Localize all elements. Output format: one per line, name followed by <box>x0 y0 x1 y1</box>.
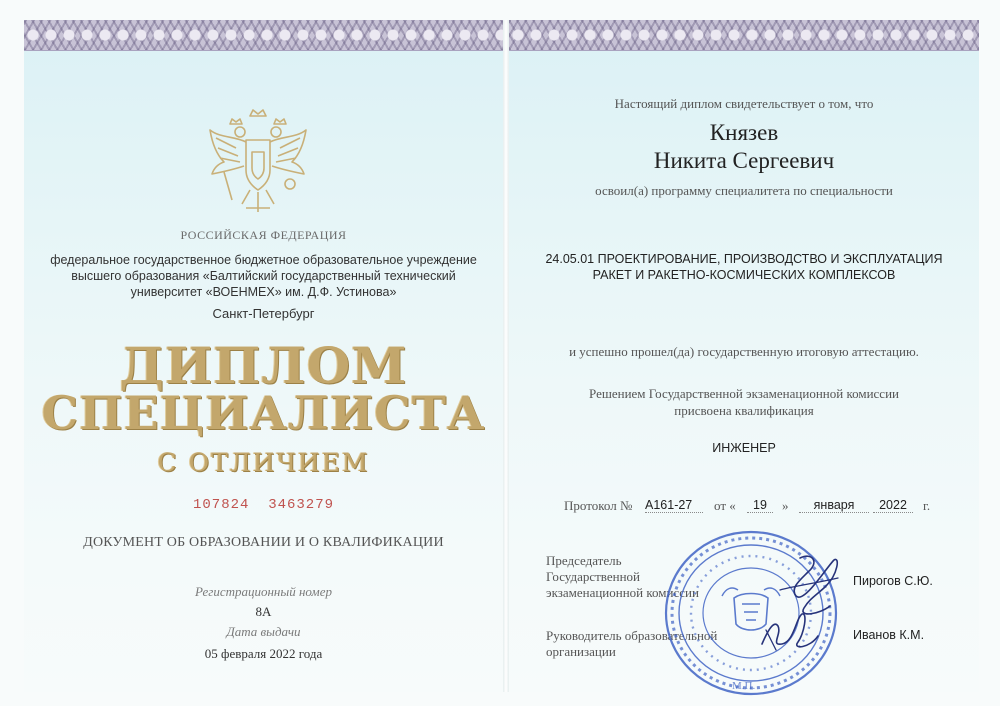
head-label-line: Руководитель образовательной <box>546 628 718 643</box>
protocol-line <box>509 498 979 520</box>
graduate-given-names: Никита Сергеевич <box>653 148 835 173</box>
decision-line: Решением Государственной экзаменационной комиссии <box>589 386 899 401</box>
institution-line: высшего образования «Балтийский государственный технический <box>71 269 456 283</box>
commission-chair-name: Пирогов С.Ю. <box>853 574 933 588</box>
registration-number-label: Регистрационный номер <box>195 584 332 599</box>
specialty <box>509 251 979 283</box>
year-suffix: г. <box>923 498 931 513</box>
decorative-border <box>24 20 503 51</box>
serial-number: 107824 3463279 <box>192 497 335 513</box>
decorative-border <box>509 20 979 51</box>
specialty-line: 24.05.01 ПРОЕКТИРОВАНИЕ, ПРОИЗВОДСТВО И ЭКСПЛУАТАЦИЯ <box>545 252 943 266</box>
institution-name <box>24 252 503 300</box>
protocol-day: 19 <box>747 498 773 513</box>
chair-label-line: Государственной <box>546 569 641 584</box>
protocol-year: 2022 <box>873 498 913 513</box>
protocol-month: января <box>799 498 869 513</box>
document-type: ДОКУМЕНТ ОБ ОБРАЗОВАНИИ И О КВАЛИФИКАЦИИ <box>83 535 444 550</box>
program-completed-text: освоил(а) программу специалитета по специальности <box>595 183 893 198</box>
diploma-degree: СПЕЦИАЛИСТА <box>41 386 486 440</box>
organization-head-name: Иванов К.М. <box>853 628 925 642</box>
issue-date: 05 февраля 2022 года <box>204 646 323 661</box>
institution-line: федеральное государственное бюджетное образовательное учреждение <box>50 253 477 267</box>
institution-line: университет «ВОЕНМЕХ» им. Д.Ф. Устинова» <box>130 285 397 299</box>
head-label-line: организации <box>546 644 616 659</box>
stamp-place-mark: М.П. <box>732 680 756 692</box>
specialty-line: РАКЕТ И РАКЕТНО-КОСМИЧЕСКИХ КОМПЛЕКСОВ <box>592 268 896 282</box>
commission-decision <box>509 385 979 419</box>
issue-date-label: Дата выдачи <box>226 624 301 639</box>
chair-label-line: Председатель <box>546 553 622 568</box>
honors-label: С ОТЛИЧИЕМ <box>157 448 370 477</box>
qualification: ИНЖЕНЕР <box>712 441 776 455</box>
decision-line: присвоена квалификация <box>674 403 814 418</box>
registration-number: 8А <box>255 604 272 619</box>
head-signature <box>752 600 832 660</box>
diploma-title: ДИПЛОМ <box>119 336 408 395</box>
certificate-intro: Настоящий диплом свидетельствует о том, что <box>614 96 874 111</box>
graduate-surname: Князев <box>709 120 779 145</box>
attestation-text: и успешно прошел(да) государственную итоговую аттестацию. <box>569 344 919 359</box>
country-name: РОССИЙСКАЯ ФЕДЕРАЦИЯ <box>180 228 347 242</box>
date-quote-close: » <box>782 498 789 513</box>
coat-of-arms-emblem <box>206 108 310 220</box>
city-name: Санкт-Петербург <box>212 306 315 321</box>
protocol-number: А161-27 <box>645 498 703 513</box>
date-from-label: от « <box>714 498 736 513</box>
protocol-label: Протокол № <box>564 498 633 513</box>
chair-label-line: экзаменационной комиссии <box>546 585 699 600</box>
